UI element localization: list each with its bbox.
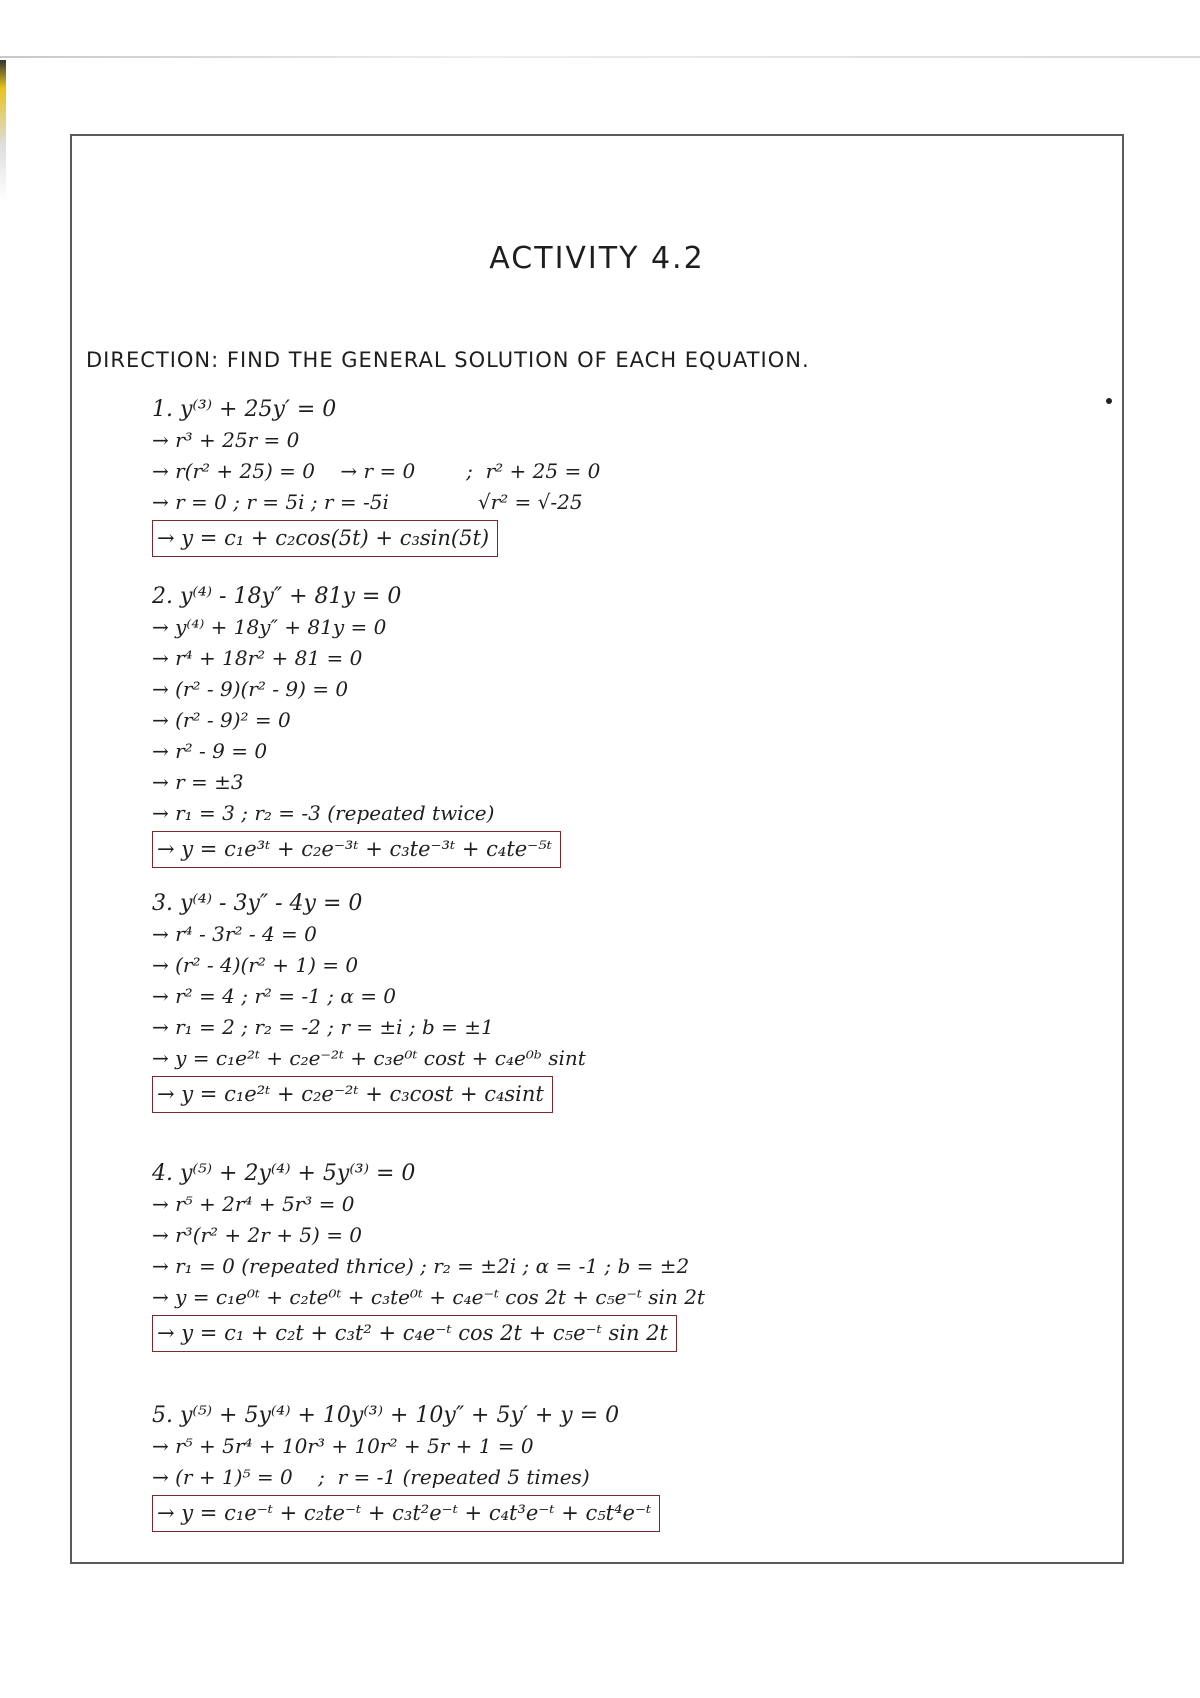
page-title: ACTIVITY 4.2 bbox=[489, 241, 705, 276]
problem-5-step: → r⁵ + 5r⁴ + 10r³ + 10r² + 5r + 1 = 0 bbox=[152, 1434, 534, 1458]
problem-3-step: → (r² - 4)(r² + 1) = 0 bbox=[152, 953, 359, 977]
scan-edge-left bbox=[0, 60, 6, 200]
problem-4-answer: → y = c₁ + c₂t + c₃t² + c₄e⁻ᵗ cos 2t + c₅e⁻ᵗ sin 2t bbox=[152, 1315, 677, 1352]
problem-4-step: → r⁵ + 2r⁴ + 5r³ = 0 bbox=[152, 1192, 355, 1216]
problem-2-step: → r² - 9 = 0 bbox=[152, 739, 268, 763]
problem-1-step: → r(r² + 25) = 0 → r = 0 ; r² + 25 = 0 bbox=[152, 459, 601, 483]
worksheet-frame bbox=[70, 134, 1124, 1564]
problem-2-step: → r⁴ + 18r² + 81 = 0 bbox=[152, 646, 363, 670]
problem-1-step: → r³ + 25r = 0 bbox=[152, 428, 300, 452]
problem-3-equation: 3. y⁽⁴⁾ - 3y″ - 4y = 0 bbox=[152, 891, 363, 916]
problem-2-step: → (r² - 9)(r² - 9) = 0 bbox=[152, 677, 349, 701]
problem-3-step: → y = c₁e²ᵗ + c₂e⁻²ᵗ + c₃e⁰ᵗ cost + c₄e⁰ᵇ sint bbox=[152, 1046, 586, 1070]
problem-4 bbox=[152, 1158, 705, 1352]
problem-2-step: → r₁ = 3 ; r₂ = -3 (repeated twice) bbox=[152, 801, 495, 825]
problem-5-step: → (r + 1)⁵ = 0 ; r = -1 (repeated 5 times) bbox=[152, 1465, 590, 1489]
scan-edge-top bbox=[0, 56, 1200, 58]
problem-3-step: → r⁴ - 3r² - 4 = 0 bbox=[152, 922, 317, 946]
problem-2-equation: 2. y⁽⁴⁾ - 18y″ + 81y = 0 bbox=[152, 584, 402, 609]
problem-2-step: → r = ±3 bbox=[152, 770, 244, 794]
problem-4-equation: 4. y⁽⁵⁾ + 2y⁽⁴⁾ + 5y⁽³⁾ = 0 bbox=[152, 1161, 416, 1186]
problem-1 bbox=[152, 394, 600, 557]
problem-1-step: → r = 0 ; r = 5i ; r = -5i √r² = √-25 bbox=[152, 490, 583, 514]
problem-2-answer: → y = c₁e³ᵗ + c₂e⁻³ᵗ + c₃te⁻³ᵗ + c₄te⁻⁵ᵗ bbox=[152, 831, 561, 868]
problem-2 bbox=[152, 581, 561, 868]
problem-4-step: → r³(r² + 2r + 5) = 0 bbox=[152, 1223, 363, 1247]
problem-3-step: → r₁ = 2 ; r₂ = -2 ; r = ±i ; b = ±1 bbox=[152, 1015, 494, 1039]
problem-3-answer: → y = c₁e²ᵗ + c₂e⁻²ᵗ + c₃cost + c₄sint bbox=[152, 1076, 553, 1113]
problem-2-step: → y⁽⁴⁾ + 18y″ + 81y = 0 bbox=[152, 615, 387, 639]
problem-1-answer: → y = c₁ + c₂cos(5t) + c₃sin(5t) bbox=[152, 520, 498, 557]
direction-text: DIRECTION: FIND THE GENERAL SOLUTION OF EACH EQUATION. bbox=[86, 348, 810, 372]
problem-4-step: → r₁ = 0 (repeated thrice) ; r₂ = ±2i ; α = -1 ; b = ±2 bbox=[152, 1254, 690, 1278]
problem-1-equation: 1. y⁽³⁾ + 25y′ = 0 bbox=[152, 397, 337, 422]
problem-2-step: → (r² - 9)² = 0 bbox=[152, 708, 291, 732]
problem-4-step: → y = c₁e⁰ᵗ + c₂te⁰ᵗ + c₃te⁰ᵗ + c₄e⁻ᵗ cos 2t + c₅e⁻ᵗ sin 2t bbox=[152, 1285, 705, 1309]
problem-5-answer: → y = c₁e⁻ᵗ + c₂te⁻ᵗ + c₃t²e⁻ᵗ + c₄t³e⁻ᵗ + c₅t⁴e⁻ᵗ bbox=[152, 1495, 660, 1532]
problem-5 bbox=[152, 1400, 660, 1532]
problem-5-equation: 5. y⁽⁵⁾ + 5y⁽⁴⁾ + 10y⁽³⁾ + 10y″ + 5y′ + y = 0 bbox=[152, 1403, 620, 1428]
problem-3-step: → r² = 4 ; r² = -1 ; α = 0 bbox=[152, 984, 397, 1008]
problem-3 bbox=[152, 888, 586, 1113]
